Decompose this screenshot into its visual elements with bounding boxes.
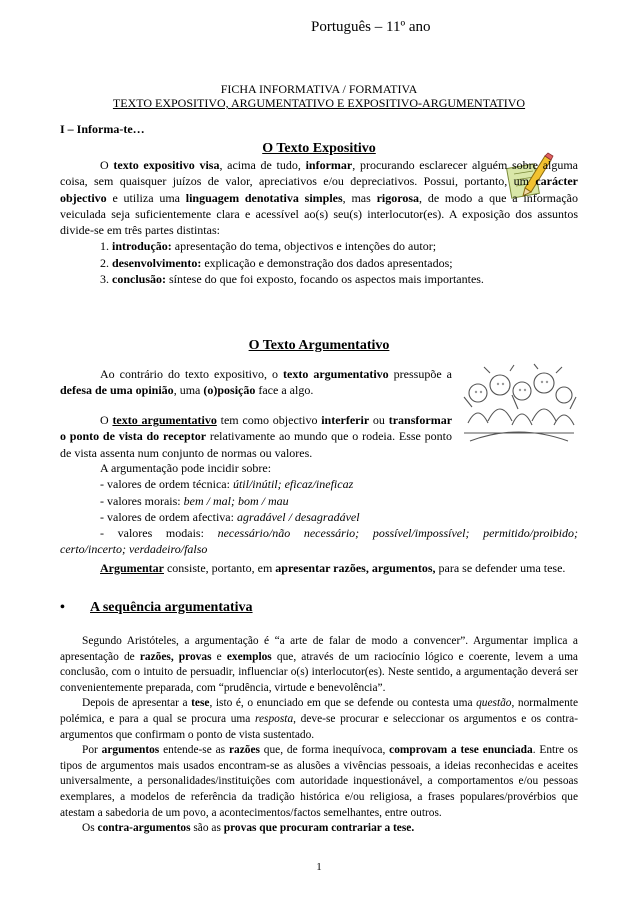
list-item: - valores de ordem técnica: útil/inútil; eficaz/ineficaz (100, 477, 354, 492)
list-item: - valores morais: bem / mal; bom / mau (100, 493, 289, 508)
argumentativo-intro (60, 366, 452, 399)
list-item: - valores de ordem afectiva: agradável / desagradável (100, 509, 360, 524)
expositivo-paragraph: O texto expositivo visa, acima de tudo, informar, procurando esclarecer alguém sobre alguma coisa, sem quaisquer juízos de valor, apreciativos e/ou depreciativos. Possui, portanto, um carácter objectivo e utiliza uma linguagem denotativa simples, mas rigorosa, de modo a que a informação veiculada seja suficientemente clara e acessível ao(s) seu(s) interlocutor(es). A exposição dos assuntos divide-se em três partes distintas: (60, 158, 579, 238)
argumentativo-paragraph-2: O texto argumentativo tem como objectivo interferir ou transformar o ponto de vista do receptor relativamente ao mundo que o rodeia. Esse ponto de vista assenta num conjunto de normas ou valores. (60, 413, 453, 460)
expositivo-title: O Texto Expositivo (262, 141, 376, 156)
page-number: 1 (316, 861, 322, 873)
argumentativo-paragraph-1: Ao contrário do texto expositivo, o texto argumentativo pressupõe a defesa de uma opinião, uma (o)posição face a algo. (60, 367, 452, 398)
ficha-subtitle: TEXTO EXPOSITIVO, ARGUMENTATIVO E EXPOSITIVO-ARGUMENTATIVO (112, 96, 526, 110)
ficha-title: FICHA INFORMATIVA / FORMATIVA (220, 82, 418, 96)
expositivo-body (60, 157, 578, 287)
argumentar-paragraph: Argumentar consiste, portanto, em apresentar razões, argumentos, para se defender uma tese. (100, 561, 566, 575)
sequencia-body (60, 634, 578, 837)
section-label: I – Informa-te… (60, 122, 145, 136)
sequencia-paragraph-1: Segundo Aristóteles, a argumentação é “a arte de falar de modo a convencer”. Argumentar implica a apresentação de razões, provas e exemplos que, através de um raciocínio lógico e coerente, levem a uma conclusão, com o intuito de persuadir, influenciar o(s) interlocutor(es). Neste sentido, a argumentação deverá ser convenientemente preparada, com “prudência, virtude e benevolência”. (60, 635, 578, 694)
list-item: 3. conclusão: síntese do que foi exposto, focando os aspectos mais importantes. (100, 272, 484, 287)
bullet-icon: • (60, 600, 65, 615)
incidir-line: A argumentação pode incidir sobre: (100, 461, 272, 475)
values-list (60, 460, 578, 558)
crowd-illustration (460, 363, 578, 448)
list-item: 1. introdução: apresentação do tema, objectivos e intenções do autor; (100, 239, 437, 254)
argumentar-block (60, 560, 578, 576)
list-item: 2. desenvolvimento: explicação e demonstração dos dados apresentados; (100, 255, 453, 270)
course-header: Português – 11º ano (311, 19, 431, 35)
argumentativo-objective (60, 412, 452, 461)
sequencia-paragraph-3: Por argumentos entende-se as razões que, de forma inequívoca, comprovam a tese enunciada. Entre os tipos de argumentos mais usados encontram-se as alusões a vivências pessoais, a ideias reconhecidas e aceites universalmente, a personalidades/instituições com autoridade inquestionável, a comportamentos e/ou pessoas exemplares, a modelos de referência da tradição histórica e/ou religiosa, a frases populares/provérbios que atestam a sabedoria de um povo, a acontecimentos/factos semelhantes, entre outros. (60, 744, 578, 819)
argumentativo-title: O Texto Argumentativo (248, 338, 390, 353)
sequencia-paragraph-4: Os contra-argumentos são as provas que procuram contrariar a tese. (82, 822, 415, 835)
sequencia-heading (60, 600, 253, 616)
sequencia-paragraph-2: Depois de apresentar a tese, isto é, o enunciado em que se defende ou contesta uma questão, normalmente polémica, e para a qual se procura uma resposta, deve-se procurar e seleccionar os argumentos e os contra-argumentos que confirmam o ponto de vista sustentado. (60, 697, 578, 741)
sequencia-title: A sequência argumentativa (90, 600, 253, 615)
list-item: - valores modais: necessário/não necessário; possível/impossível; permitido/proibido; certo/incerto; verdadeiro/falso (60, 526, 578, 557)
